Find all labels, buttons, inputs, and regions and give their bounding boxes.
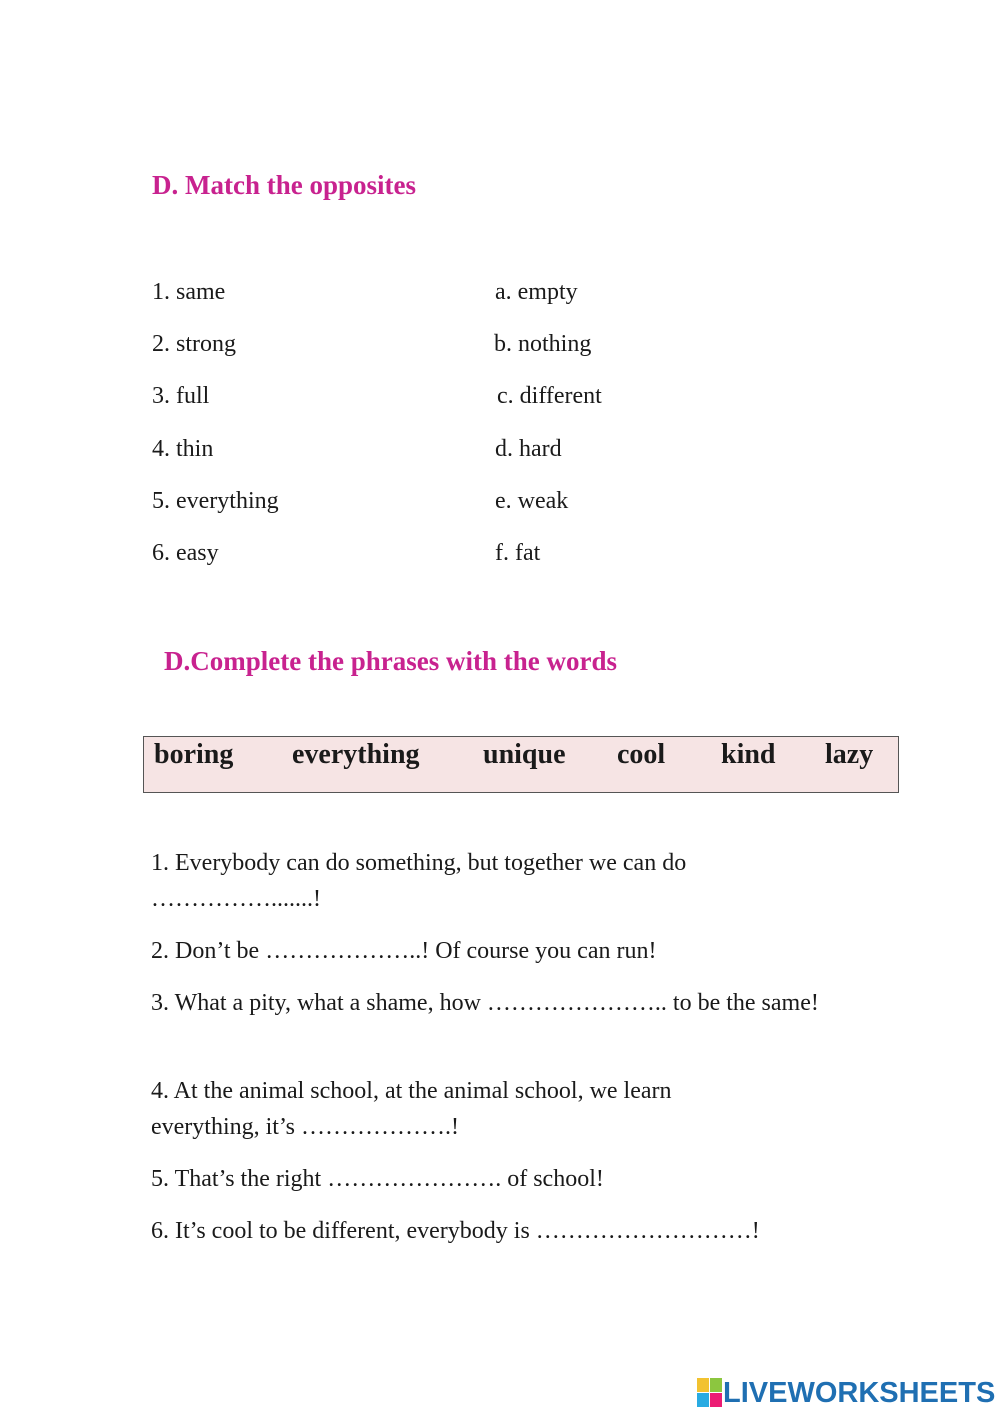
- match-left-item: 4. thin: [152, 436, 214, 462]
- logo-text: LIVEWORKSHEETS: [723, 1376, 996, 1409]
- match-left-item: 5. everything: [152, 488, 279, 514]
- word-bank: [143, 736, 899, 793]
- sentence-item: 5. That’s the right …………………. of school!: [151, 1166, 604, 1192]
- match-left-item: 2. strong: [152, 331, 236, 357]
- match-right-item: c. different: [497, 383, 602, 409]
- match-right-item: b. nothing: [494, 331, 592, 357]
- word-bank-item: kind: [721, 739, 776, 770]
- liveworksheets-logo: [697, 1376, 995, 1410]
- logo-blocks-icon: [697, 1378, 723, 1408]
- word-bank-item: everything: [292, 739, 420, 770]
- match-left-item: 1. same: [152, 279, 226, 305]
- match-left-item: 3. full: [152, 383, 210, 409]
- match-right-item: a. empty: [495, 279, 578, 305]
- sentence-item: 4. At the animal school, at the animal school, we learn everything, it’s ……………….!: [151, 1078, 672, 1140]
- section-heading-match: D. Match the opposites: [152, 170, 416, 200]
- section-heading-complete: D.Complete the phrases with the words: [164, 646, 617, 676]
- match-right-item: d. hard: [495, 436, 562, 462]
- word-bank-item: boring: [154, 739, 234, 770]
- sentence-item: 2. Don’t be ………………..! Of course you can run!: [151, 938, 657, 964]
- word-bank-item: unique: [483, 739, 566, 770]
- sentence-item: 6. It’s cool to be different, everybody is ………………………!: [151, 1218, 760, 1244]
- match-right-item: e. weak: [495, 488, 569, 514]
- match-right-item: f. fat: [495, 540, 541, 566]
- word-bank-item: cool: [617, 739, 666, 770]
- word-bank-item: lazy: [825, 739, 874, 770]
- match-left-item: 6. easy: [152, 540, 219, 566]
- sentence-item: 1. Everybody can do something, but together we can do …………….......!: [151, 850, 687, 912]
- sentence-item: 3. What a pity, what a shame, how ………………….. to be the same!: [151, 990, 819, 1016]
